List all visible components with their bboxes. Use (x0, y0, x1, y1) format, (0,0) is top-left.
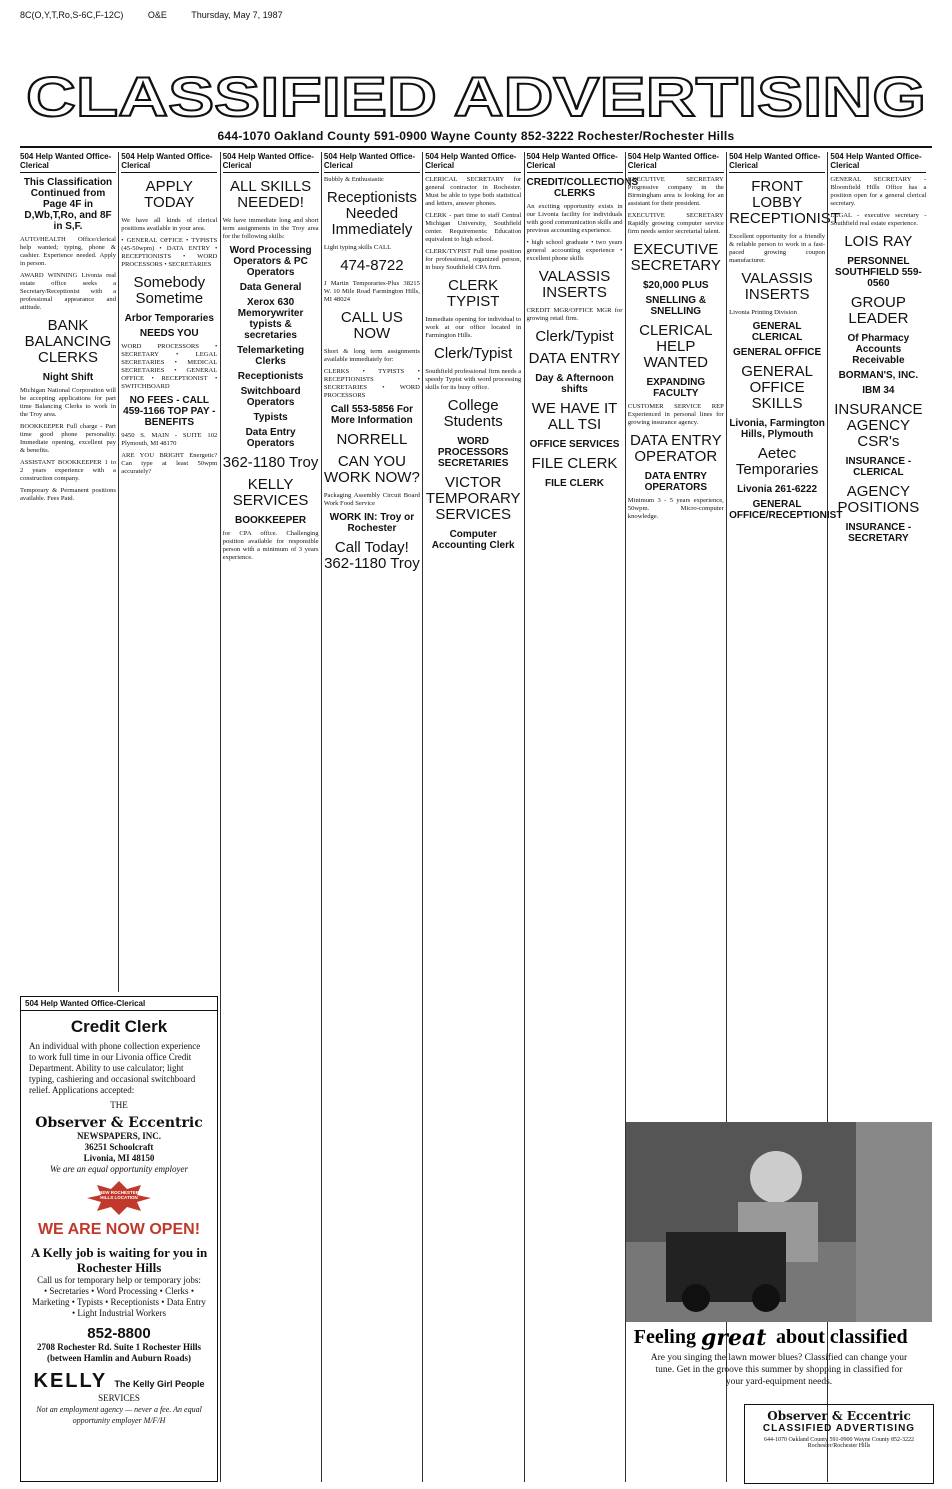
column-heading: 504 Help Wanted Office-Clerical (20, 152, 116, 173)
ad-text: J Martin Temporaries-Plus 38215 W. 10 Mile Road Farmington Hills, MI 48024 (323, 280, 420, 303)
ad-heading: DATA ENTRY (528, 350, 621, 367)
ad-heading: BORMAN'S, INC. (838, 370, 919, 381)
ad-text: Livonia Printing Division (729, 309, 797, 316)
ad-heading: FILE CLERK (531, 455, 618, 472)
ad-heading: GENERAL OFFICE/RECEPTIONIST (729, 499, 843, 521)
ad-heading: 474-8722 (340, 257, 404, 274)
ad-heading: Livonia 261-6222 (737, 484, 818, 495)
ad-heading: KELLY SERVICES (232, 476, 309, 509)
ad-heading: ALL SKILLS NEEDED! (230, 178, 312, 211)
ad-text: Minimum 3 - 5 years experience, 50wpm. Micro-computer knowledge. (627, 497, 724, 520)
column-heading: 504 Help Wanted Office-Clerical (527, 152, 623, 173)
ad-heading: College Students (443, 397, 503, 430)
column-divider (118, 152, 119, 992)
ad-heading: CLERK TYPIST (446, 277, 500, 310)
eoe-line: We are an equal opportunity employer (49, 1164, 189, 1174)
column-divider (422, 152, 423, 1482)
column-heading: 504 Help Wanted Office-Clerical (121, 152, 217, 173)
ad-text: ARE YOU BRIGHT Energetic? Can type at least 50wpm accurately? (121, 452, 218, 475)
ad-text: CLERK - part time to staff Central Michigan University, Southfield center. Requirements: Education equivalent to high school. (425, 212, 522, 243)
great-word: great (701, 1325, 767, 1351)
ad-heading: Night Shift (42, 372, 94, 383)
ad-heading: LOIS RAY (844, 233, 913, 250)
ad-heading: 362-1180 Troy (222, 454, 319, 471)
ad-text: Excellent opportunity for a friendly & reliable person to work in a fast-paced growing coupon manufacturer. (729, 233, 826, 264)
ad-heading: WE HAVE IT ALL TSI (531, 400, 618, 433)
ad-heading: Telemarketing Clerks (237, 345, 305, 367)
ad-heading: CAN YOU WORK NOW? (323, 453, 420, 486)
ad-heading: Arbor Temporaries (124, 313, 214, 324)
ad-text: CUSTOMER SERVICE REP Experienced in personal lines for growing insurance agency. (627, 403, 724, 426)
column-divider (321, 152, 322, 1482)
ad-heading: CALL US NOW (340, 309, 403, 342)
ad-heading: WORD PROCESSORS SECRETARIES (437, 436, 509, 469)
ad-heading: Livonia, Farmington Hills, Plymouth (729, 418, 825, 440)
ad-heading: IBM 34 (862, 385, 895, 396)
ad-text: Temporary & Permanent positions available. Fees Paid. (20, 487, 116, 502)
column-divider (524, 152, 525, 1482)
ad-heading: Clerk/Typist (535, 328, 614, 345)
about-classified-text: about classified (776, 1326, 908, 1348)
column-heading: 504 Help Wanted Office-Clerical (223, 152, 319, 173)
ad-heading: CLERICAL HELP WANTED (639, 322, 713, 371)
ad-heading: INSURANCE - SECRETARY (845, 522, 912, 544)
ad-heading: Xerox 630 Memorywriter typists & secretaries (237, 297, 304, 341)
ad-text: ASSISTANT BOOKKEEPER 1 to 2 years experience with a construction company. (20, 459, 116, 482)
ad-text: WORD PROCESSORS • SECRETARY • LEGAL SECRETARIES • MEDICAL SECRETARIES • GENERAL OFFICE • RECEPTIONIST • SWITCHBOARD (121, 343, 218, 390)
oe-logo-name: Observer & Eccentric (767, 1409, 911, 1423)
column-heading: 504 Help Wanted Office-Clerical (729, 152, 825, 173)
ad-heading: Receptionists (237, 371, 304, 382)
issue-date: Thursday, May 7, 1987 (191, 10, 283, 20)
ad-heading: SNELLING & SNELLING (645, 295, 707, 317)
ad-text: Bubbly & Enthusiastic (323, 176, 384, 183)
ad-heading: Switchboard Operators (240, 386, 301, 408)
feeling-word: Feeling (633, 1326, 696, 1348)
oe-classified-logo (744, 1404, 934, 1484)
ad-text: GENERAL SECRETARY - Bloomfield Hills Office has a position open for a general clerical secretary. (830, 176, 927, 207)
ad-heading: Call Today! 362-1180 Troy (324, 539, 420, 572)
ad-heading: BANK BALANCING CLERKS (24, 317, 112, 366)
ad-heading: VALASSIS INSERTS (538, 268, 611, 301)
kelly-directions: (between Hamlin and Auburn Roads) (46, 1353, 192, 1363)
ad-heading: This Classification Continued from Page 4F in D,Wb,T,Ro, and 8F in S,F. (23, 177, 113, 232)
classified-column (121, 152, 217, 992)
section-head: 504 Help Wanted Office-Clerical (21, 997, 217, 1011)
classified-column (526, 152, 639, 1482)
ad-heading: $20,000 PLUS (642, 280, 709, 291)
ad-text: • high school graduate • two years general accounting experience • excellent phone skills (526, 239, 623, 262)
ad-text: • GENERAL OFFICE • TYPISTS (45-50wpm) • DATA ENTRY • RECEPTIONISTS • WORD PROCESSORS • SECRETARIES (121, 237, 218, 268)
ad-heading: PERSONNEL SOUTHFIELD 559-0560 (835, 256, 922, 289)
ad-heading: Receptionists Needed Immediately (326, 189, 417, 238)
kelly-headline: A Kelly job is waiting for you in Rochester Hills (30, 1245, 208, 1275)
classified-column (324, 152, 420, 1482)
no-fee-line: Not an employment agency — never a fee. An equal opportunity employer M/F/H (36, 1405, 202, 1425)
kelly-phone: 852-8800 (87, 1325, 151, 1342)
ad-text: CREDIT MGR/OFFICE MGR for growing retail firm. (526, 307, 623, 322)
ad-text: Packaging Assembly Circuit Board Work Food Service (323, 492, 420, 507)
burst-text: NEW ROCHESTER HILLS LOCATION (98, 1190, 139, 1200)
ad-heading: Computer Accounting Clerk (431, 529, 515, 551)
ad-heading: EXECUTIVE SECRETARY (630, 241, 721, 274)
ad-text: CLERK/TYPIST Full time position for professional, organized person, in busy Southfield CPA firm. (425, 248, 522, 271)
ad-text: AUTO/HEALTH Office/clerical help wanted; typing, phone & cashier. Experience needed. Apply in person. (20, 236, 116, 267)
address-line1: 36251 Schoolcraft (84, 1142, 154, 1152)
credit-title: Credit Clerk (70, 1017, 168, 1036)
kelly-tagline: The Kelly Girl People (114, 1379, 205, 1389)
ad-heading: DATA ENTRY OPERATOR (629, 432, 722, 465)
column-heading: 504 Help Wanted Office-Clerical (324, 152, 420, 173)
edition-code: 8C(O,Y,T,Ro,S-6C,F-12C) (20, 10, 124, 20)
ad-heading: NO FEES - CALL 459-1166 TOP PAY - BENEFITS (123, 395, 216, 428)
ad-heading: NORRELL (336, 431, 408, 448)
ad-heading: VICTOR TEMPORARY SERVICES (425, 474, 521, 523)
ad-text: We have immediate long and short term assignments in the Troy area for the following skills: (222, 217, 319, 240)
ad-heading: GENERAL OFFICE (733, 347, 822, 358)
ad-heading: FILE CLERK (545, 478, 604, 489)
classified-column (425, 152, 521, 1482)
ad-text: An exciting opportunity exists in our Livonia facility for individuals with good communication skills and previous accounting experience. (526, 203, 623, 234)
ad-heading: EXPANDING FACULTY (646, 377, 706, 399)
ad-heading: Data General (239, 282, 302, 293)
masthead-phones: 644-1070 Oakland County 591-0900 Wayne County 852-3222 Rochester/Rochester Hills (217, 129, 735, 143)
masthead-title: CLASSIFIED ADVERTISING (26, 65, 927, 128)
credit-clerk-ad (20, 996, 218, 1482)
classified-column (223, 152, 319, 1482)
kelly-services: SERVICES (98, 1393, 140, 1403)
column-heading: 504 Help Wanted Office-Clerical (628, 152, 724, 173)
ad-heading: INSURANCE AGENCY CSR's (834, 401, 923, 450)
ad-heading: NEEDS YOU (139, 328, 199, 339)
column-heading: 504 Help Wanted Office-Clerical (830, 152, 926, 173)
ad-heading: APPLY TODAY (144, 178, 195, 211)
credit-body: An individual with phone collection experience to work full time in our Livonia office Credit Department. Ability to use calculator; light typing, cashiering and occasional switchboard relief. Applications accepted: (29, 1041, 201, 1095)
classified-column (20, 152, 116, 992)
ad-text: Light typing skills CALL (323, 244, 392, 251)
ad-text: CLERKS • TYPISTS • RECEPTIONISTS • SECRETARIES • WORD PROCESSORS (323, 368, 420, 399)
ad-text: BOOKKEEPER Full charge - Part time good phone personality. Immediate opening, excellent pay & benefits. (20, 423, 116, 454)
section-code: O&E (147, 10, 167, 20)
ad-text: EXECUTIVE SECRETARY Rapidly growing computer service firm needs senior secretarial talent. (627, 212, 724, 235)
newspapers-label: NEWSPAPERS, INC. (76, 1131, 162, 1141)
promo-caption: Are you singing the lawn mower blues? Classified can change your tune. Get in the groove this summer by shopping in classified for your yard-equipment needs. (650, 1353, 908, 1387)
ad-heading: Word Processing Operators & PC Operators (229, 245, 312, 278)
ad-text: Short & long term assignments available immediately for: (323, 348, 420, 363)
ad-text: for CPA office. Challenging position available for responsible person with a minimum of 3 years experience. (222, 530, 319, 561)
ad-heading: FRONT LOBBY RECEPTIONIST (729, 178, 840, 227)
ad-heading: AGENCY POSITIONS (837, 483, 920, 516)
ad-heading: GROUP LEADER (848, 294, 909, 327)
classified-masthead (20, 66, 932, 128)
ad-heading: Of Pharmacy Accounts Receivable (847, 333, 910, 366)
ad-text: Immediate opening for individual to work at our office located in Farmington Hills. (425, 316, 522, 339)
now-open-heading: WE ARE NOW OPEN! (37, 1221, 201, 1238)
observer-logo: Observer & Eccentric (35, 1115, 203, 1131)
address-line2: Livonia, MI 48150 (83, 1153, 155, 1163)
call-line: Call us for temporary help or temporary jobs: (37, 1275, 201, 1285)
column-divider (220, 152, 221, 1482)
ad-heading: BOOKKEEPER (235, 515, 307, 526)
ad-heading: Call 553-5856 For More Information (330, 404, 414, 426)
ad-text: Southfield professional firm needs a speedy Typist with word processing skills for its busy office. (425, 368, 522, 391)
header-rule (20, 146, 932, 148)
ad-heading: INSURANCE - CLERICAL (845, 456, 912, 478)
ad-text: LEGAL - executive secretary - Southfield real estate experience. (830, 212, 927, 227)
ad-heading: GENERAL OFFICE SKILLS (741, 363, 813, 412)
oe-logo-phones: 644-1070 Oakland County 591-0900 Wayne County 852-3222 Rochester/Rochester Hills (763, 1437, 915, 1449)
burst-badge (87, 1181, 151, 1215)
column-heading: 504 Help Wanted Office-Clerical (425, 152, 521, 173)
ad-text: We have all kinds of clerical positions available in your area. (121, 217, 218, 232)
ad-text: AWARD WINNING Livonia real estate office seeks a Secretary/Receptionist with a professional appearance and attitude. (20, 272, 116, 311)
ad-heading: VALASSIS INSERTS (741, 270, 813, 303)
ad-heading: GENERAL CLERICAL (751, 321, 803, 343)
ad-text: EXECUTIVE SECRETARY Progressive company in the Birmingham area is looking for an assistant for their president. (627, 176, 724, 207)
lawnmower-photo (626, 1122, 932, 1322)
ad-text: CLERICAL SECRETARY for general contractor in Rochester. Must be able to type both statistical and letters, answer phones. (425, 176, 522, 207)
ad-heading: Aetec Temporaries (735, 445, 819, 478)
oe-logo-classified: CLASSIFIED ADVERTISING (762, 1423, 916, 1434)
ad-heading: DATA ENTRY OPERATORS (644, 471, 707, 493)
kelly-logo (21, 1370, 217, 1393)
ad-heading: WORK IN: Troy or Rochester (329, 512, 415, 534)
ad-heading: Clerk/Typist (434, 345, 513, 362)
ad-heading: Typists (253, 412, 288, 423)
skills-list: • Secretaries • Word Processing • Clerks • Marketing • Typists • Receptionists • Data Entry • Light Industrial Workers (32, 1286, 206, 1318)
ad-heading: OFFICE SERVICES (529, 439, 620, 450)
ad-heading: Data Entry Operators (245, 427, 296, 449)
kelly-address: 2708 Rochester Rd. Suite 1 Rochester Hills (37, 1342, 201, 1352)
the-label: THE (110, 1100, 128, 1110)
kelly-logo-text: KELLY (33, 1370, 107, 1392)
page-header (20, 10, 305, 20)
ad-text: Michigan National Corporation will be accepting applications for part time Balancing Clerks to work in the Troy area. (20, 387, 116, 418)
ad-heading: Somebody Sometime (133, 274, 206, 307)
ad-heading: CREDIT/COLLECTIONS CLERKS (526, 177, 639, 199)
feeling-great-banner (626, 1324, 932, 1351)
ad-heading: Day & Afternoon shifts (535, 373, 614, 395)
ad-text: 9450 S. MAIN - SUITE 102 Plymouth, MI 48170 (121, 432, 218, 447)
